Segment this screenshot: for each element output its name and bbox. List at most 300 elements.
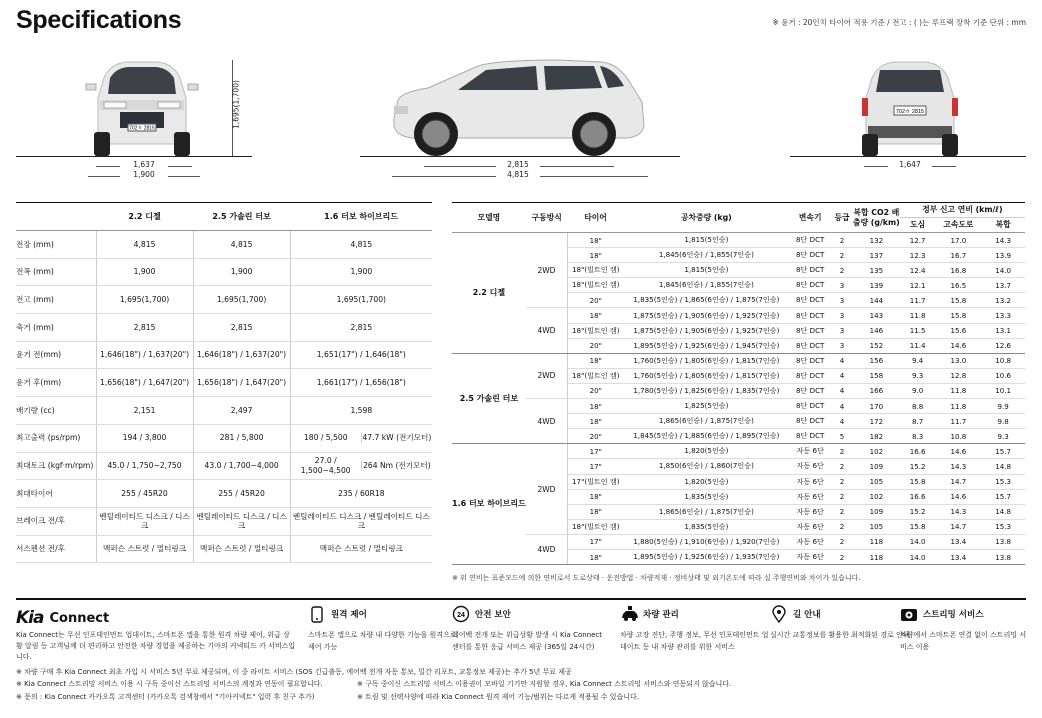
fuel-cell: 8단 DCT (789, 414, 831, 429)
fuel-cell: 14.6 (936, 489, 982, 504)
fuel-cell: 17.0 (936, 233, 982, 248)
fuel-cell: 11.8 (936, 399, 982, 414)
connect-logo-text: Connect (49, 610, 110, 626)
fuel-cell: 20" (568, 293, 624, 308)
fuel-cell: 자동 6단 (789, 489, 831, 504)
spec-row (16, 341, 432, 369)
fuel-cell: 2 (831, 248, 853, 263)
front-width-dim: 1,900 (120, 170, 168, 179)
fuel-cell: 14.0 (981, 263, 1025, 278)
fuel-cell: 13.3 (981, 308, 1025, 323)
drive-type: 2WD (526, 444, 568, 535)
fuel-cell: 8단 DCT (789, 248, 831, 263)
header-drive: 구동방식 (526, 203, 568, 233)
fuel-cell: 144 (853, 293, 900, 308)
fuel-cell: 4 (831, 368, 853, 383)
feature-safety-security (452, 604, 602, 653)
feature-title: 스트리밍 서비스 (923, 610, 984, 620)
fuel-cell: 15.3 (981, 474, 1025, 489)
fuel-cell: 8.3 (900, 429, 936, 444)
fuel-cell: 172 (853, 414, 900, 429)
fuel-cell: 2 (831, 549, 853, 564)
fuel-row (452, 353, 1025, 368)
fuel-cell: 14.7 (936, 474, 982, 489)
fuel-cell: 16.7 (936, 248, 982, 263)
length-dim: 4,815 (496, 170, 540, 179)
fuel-cell: 8단 DCT (789, 383, 831, 398)
fuel-cell: 1,835(5인승) / 1,865(6인승) / 1,875(7인승) (624, 293, 790, 308)
feature-streaming (900, 604, 1030, 653)
fuel-cell: 8.7 (900, 414, 936, 429)
fuel-cell: 102 (853, 489, 900, 504)
spec-row (16, 314, 432, 342)
spec-label: 윤거 후(mm) (16, 369, 96, 397)
connect-description: Kia Connect는 무선 인포테인먼트 업데이트, 스마트폰 앱을 통한 원격 차량 제어, 위급 상황 알림 등 고객님께 더 편리하고 안전한 차량 경험을 제공하는 기아의 커넥티드 카 서비스입니다. (16, 631, 296, 662)
fuel-cell: 135 (853, 263, 900, 278)
fuel-row (452, 308, 1025, 323)
fuel-cell: 16.5 (936, 278, 982, 293)
spec-value: 255 / 45R20 (96, 480, 193, 508)
fuel-cell: 1,875(5인승) / 1,905(6인승) / 1,925(7인승) (624, 308, 790, 323)
fuel-cell: 자동 6단 (789, 459, 831, 474)
fuel-cell: 자동 6단 (789, 534, 831, 549)
page-title: Specifications (16, 6, 182, 34)
fuel-cell: 2 (831, 489, 853, 504)
header-transmission: 변속기 (789, 203, 831, 233)
fuel-cell: 182 (853, 429, 900, 444)
front-plate-text: 702ㅎ 2815 (129, 125, 155, 132)
fuel-cell: 5 (831, 429, 853, 444)
fuel-cell: 18" (568, 399, 624, 414)
header-highway: 고속도로 (936, 218, 982, 233)
fuel-cell: 9.3 (981, 429, 1025, 444)
car-rear-view-image (850, 58, 970, 158)
fuel-cell: 1,825(5인승) (624, 399, 790, 414)
fuel-cell: 14.0 (900, 534, 936, 549)
fuel-cell: 14.7 (936, 519, 982, 534)
spec-value: 281 / 5,800 (193, 424, 290, 452)
drive-type: 2WD (526, 353, 568, 398)
spec-value: 4,815 (290, 231, 432, 259)
fuel-cell: 2 (831, 233, 853, 248)
fuel-cell: 1,835(5인승) (624, 519, 790, 534)
fuel-cell: 3 (831, 338, 853, 353)
fuel-cell: 18"(빌트인 캠) (568, 323, 624, 338)
spec-value: 264 Nm (전기모터) (361, 461, 432, 470)
fuel-cell: 16.6 (900, 489, 936, 504)
model-name: 2.5 가솔린 터보 (452, 353, 526, 444)
fuel-cell: 9.0 (900, 383, 936, 398)
spec-value: 47.7 kW (전기모터) (362, 433, 432, 443)
fuel-cell: 13.1 (981, 323, 1025, 338)
rear-track-dim: 1,647 (888, 160, 932, 169)
spec-value: 4,815 (193, 231, 290, 259)
fuel-cell: 8단 DCT (789, 278, 831, 293)
fuel-cell: 9.4 (900, 353, 936, 368)
spec-row (16, 424, 432, 452)
fuel-cell: 3 (831, 293, 853, 308)
fuel-cell: 2 (831, 263, 853, 278)
feature-title: 안전 보안 (475, 610, 511, 620)
fuel-cell: 2 (831, 444, 853, 459)
fuel-cell: 18"(빌트인 캠) (568, 263, 624, 278)
spec-value: 1,695(1,700) (96, 286, 193, 314)
fuel-cell: 13.8 (981, 534, 1025, 549)
fuel-cell: 13.0 (936, 353, 982, 368)
fuel-cell: 15.2 (900, 504, 936, 519)
fuel-cell: 20" (568, 338, 624, 353)
fuel-cell: 1,820(5인승) (624, 474, 790, 489)
car-front-view-image (82, 58, 202, 158)
fuel-cell: 4 (831, 399, 853, 414)
header-fuel-economy: 정부 신고 연비 (km/ℓ) (900, 203, 1025, 218)
spec-value: 2,497 (193, 397, 290, 425)
fuel-cell: 15.2 (900, 459, 936, 474)
fuel-cell: 1,880(5인승) / 1,910(6인승) / 1,920(7인승) (624, 534, 790, 549)
drive-type: 2WD (526, 233, 568, 308)
model-name: 1.6 터보 하이브리드 (452, 444, 526, 565)
fuel-cell: 18"(빌트인 캠) (568, 368, 624, 383)
fuel-cell: 1,835(5인승) (624, 489, 790, 504)
fuel-cell: 13.2 (981, 293, 1025, 308)
svg-text:24: 24 (457, 612, 465, 619)
header-diesel: 2.2 디젤 (96, 203, 193, 231)
fuel-cell: 8단 DCT (789, 263, 831, 278)
fuel-cell: 1,845(6인승) / 1,855(7인승) (624, 248, 790, 263)
24h-security-icon (452, 605, 470, 623)
fuel-cell: 18"(빌트인 캠) (568, 278, 624, 293)
fuel-cell: 156 (853, 353, 900, 368)
spec-value: 255 / 45R20 (193, 480, 290, 508)
fuel-cell: 자동 6단 (789, 549, 831, 564)
footnote: ※ 차량 구매 후 Kia Connect 최초 가입 시 서비스 5년 무료 제공되며, 이 중 라이트 서비스 (SOS 긴급출동, 에어백 전개 자동 통보, 밀간 리포트, 교통정보 제공)는 추가 5년 무료 제공 (16, 668, 572, 676)
header-weight: 공차중량 (kg) (624, 203, 790, 233)
car-side-view-image (388, 56, 650, 158)
fuel-cell: 4 (831, 414, 853, 429)
spec-label: 축거 (mm) (16, 314, 96, 342)
fuel-cell: 17" (568, 459, 624, 474)
fuel-cell: 152 (853, 338, 900, 353)
spec-row (16, 507, 432, 535)
fuel-cell: 18" (568, 504, 624, 519)
header-gasoline: 2.5 가솔린 터보 (193, 203, 290, 231)
fuel-cell: 12.6 (981, 338, 1025, 353)
fuel-cell: 8단 DCT (789, 429, 831, 444)
fuel-cell: 146 (853, 323, 900, 338)
fuel-cell: 1,865(6인승) / 1,875(7인승) (624, 414, 790, 429)
footnote: ※ 구독 중이신 스트리밍 서비스 이용권이 모바일 기기만 지원할 경우, Kia Connect 스트리밍 서비스와 연동되지 않습니다. (357, 680, 732, 689)
spec-value: 1,656(18") / 1,647(20") (96, 369, 193, 397)
spec-value: 1,651(17") / 1,646(18") (290, 341, 432, 369)
fuel-cell: 1,865(6인승) / 1,875(7인승) (624, 504, 790, 519)
fuel-cell: 18" (568, 549, 624, 564)
spec-value: 2,815 (96, 314, 193, 342)
model-name: 2.2 디젤 (452, 233, 526, 354)
spec-row (16, 369, 432, 397)
spec-label: 전고 (mm) (16, 286, 96, 314)
fuel-cell: 2 (831, 474, 853, 489)
fuel-cell: 109 (853, 459, 900, 474)
header-hybrid: 1.6 터보 하이브리드 (290, 203, 432, 231)
fuel-cell: 12.3 (900, 248, 936, 263)
spec-label: 브레이크 전/후 (16, 507, 96, 535)
spec-value: 45.0 / 1,750~2,750 (96, 452, 193, 480)
fuel-cell: 1,820(5인승) (624, 444, 790, 459)
spec-label: 전폭 (mm) (16, 258, 96, 286)
fuel-cell: 2 (831, 534, 853, 549)
spec-value: 1,661(17") / 1,656(18") (290, 369, 432, 397)
spec-label: 서스펜션 전/후 (16, 535, 96, 563)
fuel-cell: 105 (853, 474, 900, 489)
fuel-cell: 15.3 (981, 519, 1025, 534)
fuel-cell: 3 (831, 308, 853, 323)
spec-value: 1,656(18") / 1,647(20") (193, 369, 290, 397)
fuel-cell: 20" (568, 429, 624, 444)
fuel-cell: 18" (568, 353, 624, 368)
fuel-cell: 15.8 (936, 308, 982, 323)
fuel-cell: 1,895(5인승) / 1,925(6인승) / 1,945(7인승) (624, 338, 790, 353)
header-model: 모델명 (452, 203, 526, 233)
fuel-cell: 14.3 (936, 504, 982, 519)
feature-title: 차량 관리 (643, 610, 679, 620)
fuel-cell: 14.6 (936, 444, 982, 459)
fuel-cell: 12.7 (900, 233, 936, 248)
spec-row (16, 452, 432, 480)
fuel-cell: 14.0 (900, 549, 936, 564)
fuel-cell: 10.8 (981, 353, 1025, 368)
spec-value: 벤틸레이티드 디스크 / 디스크 (193, 507, 290, 535)
feature-navigation (770, 604, 920, 642)
rear-plate-text: 702ㅎ 2815 (895, 109, 925, 115)
fuel-cell: 1,845(5인승) / 1,885(6인승) / 1,895(7인승) (624, 429, 790, 444)
spec-label: 배기량 (cc) (16, 397, 96, 425)
divider (16, 598, 1026, 600)
fuel-cell: 102 (853, 444, 900, 459)
fuel-cell: 18"(빌트인 캠) (568, 519, 624, 534)
kia-connect-logo (16, 608, 109, 628)
spec-value: 1,900 (193, 258, 290, 286)
fuel-cell: 13.7 (981, 278, 1025, 293)
fuel-cell: 1,895(5인승) / 1,925(6인승) / 1,935(7인승) (624, 549, 790, 564)
fuel-cell: 14.3 (981, 233, 1025, 248)
header-combined: 복합 (981, 218, 1025, 233)
fuel-cell: 9.8 (981, 414, 1025, 429)
spec-value: 180 / 5,500 (303, 433, 348, 443)
fuel-cell: 132 (853, 233, 900, 248)
fuel-cell: 8단 DCT (789, 338, 831, 353)
fuel-cell: 15.7 (981, 444, 1025, 459)
spec-row (16, 258, 432, 286)
unit-note: ※ 윤거 : 20인치 타이어 적용 기준 / 전고 : ( )는 루프랙 장착 기준 단위 : mm (772, 18, 1026, 27)
front-track-dim: 1,637 (120, 160, 168, 169)
spec-value-split (290, 452, 432, 480)
fuel-cell: 8단 DCT (789, 233, 831, 248)
spec-value: 1,646(18") / 1,637(20") (96, 341, 193, 369)
fuel-cell: 14.6 (936, 338, 982, 353)
spec-value: 1,646(18") / 1,637(20") (193, 341, 290, 369)
footnote: ※ Kia Connect 스트리밍 서비스 이용 시 구독 중이신 스트리밍 서비스의 계정과 연동이 필요합니다. (16, 680, 323, 689)
spec-label: 윤거 전(mm) (16, 341, 96, 369)
fuel-economy-note: ※ 위 연비는 표준모드에 의한 연비로서 도로상태 · 운전방법 · 차량적재 · 정비상태 및 외기온도에 따라 실 주행연비와 차이가 있습니다. (452, 574, 861, 582)
fuel-cell: 8단 DCT (789, 308, 831, 323)
fuel-cell: 166 (853, 383, 900, 398)
spec-value: 1,695(1,700) (290, 286, 432, 314)
fuel-cell: 1,760(5인승) / 1,805(6인승) / 1,815(7인승) (624, 368, 790, 383)
fuel-cell: 2 (831, 519, 853, 534)
fuel-cell: 118 (853, 549, 900, 564)
wheelbase-dim: 2,815 (496, 160, 540, 169)
fuel-cell: 139 (853, 278, 900, 293)
fuel-cell: 14.8 (981, 504, 1025, 519)
spec-value: 2,815 (193, 314, 290, 342)
spec-label: 최대타이어 (16, 480, 96, 508)
fuel-cell: 16.8 (936, 263, 982, 278)
header-grade: 등급 (831, 203, 853, 233)
fuel-cell: 16.6 (900, 444, 936, 459)
fuel-cell: 1,845(6인승) / 1,855(7인승) (624, 278, 790, 293)
fuel-cell: 8.8 (900, 399, 936, 414)
fuel-cell: 1,780(5인승) / 1,825(6인승) / 1,835(7인승) (624, 383, 790, 398)
fuel-cell: 20" (568, 383, 624, 398)
fuel-cell: 8단 DCT (789, 293, 831, 308)
fuel-cell: 13.4 (936, 534, 982, 549)
fuel-cell: 11.8 (900, 308, 936, 323)
feature-description: 차량 고장 진단, 주행 정보, 무선 인포테인먼트 업데이트 등 내 차량 관리를 위한 서비스 (620, 631, 769, 651)
spec-value: 1,900 (96, 258, 193, 286)
fuel-cell: 137 (853, 248, 900, 263)
fuel-cell: 3 (831, 323, 853, 338)
fuel-cell: 158 (853, 368, 900, 383)
fuel-cell: 15.8 (900, 519, 936, 534)
spec-value: 벤틸레이티드 디스크 / 벤틸레이티드 디스크 (290, 507, 432, 535)
fuel-cell: 자동 6단 (789, 474, 831, 489)
fuel-cell: 9.3 (900, 368, 936, 383)
fuel-cell: 17" (568, 444, 624, 459)
fuel-cell: 18" (568, 489, 624, 504)
fuel-cell: 10.8 (936, 429, 982, 444)
fuel-cell: 14.3 (936, 459, 982, 474)
fuel-cell: 14.8 (981, 459, 1025, 474)
spec-value: 4,815 (96, 231, 193, 259)
fuel-cell: 13.8 (981, 549, 1025, 564)
feature-description: 에어백 전개 또는 위급상황 발생 시 Kia Connect 센터를 통한 응급 서비스 제공 (365일 24시간) (452, 631, 603, 651)
spec-value: 1,695(1,700) (193, 286, 290, 314)
fuel-cell: 자동 6단 (789, 444, 831, 459)
car-service-icon (620, 605, 638, 623)
feature-description: 스마트폰 앱으로 차량 내 다양한 기능을 원격으로 제어 가능 (308, 631, 457, 651)
fuel-cell: 18" (568, 414, 624, 429)
feature-description: 차량에서 스마트폰 연결 없이 스트리밍 서비스 이용 (900, 631, 1027, 651)
spec-value: 194 / 3,800 (96, 424, 193, 452)
feature-title: 길 안내 (793, 610, 821, 620)
header-co2: 복합 CO2 배출량 (g/km) (853, 203, 900, 233)
fuel-cell: 13.4 (936, 549, 982, 564)
fuel-cell: 1,815(5인승) (624, 233, 790, 248)
fuel-cell: 9.9 (981, 399, 1025, 414)
fuel-cell: 13.9 (981, 248, 1025, 263)
spec-value: 맥퍼슨 스트럿 / 멀티링크 (290, 535, 432, 563)
spec-row (16, 480, 432, 508)
spec-label: 최고출력 (ps/rpm) (16, 424, 96, 452)
fuel-cell: 1,875(5인승) / 1,905(6인승) / 1,925(7인승) (624, 323, 790, 338)
fuel-cell: 109 (853, 504, 900, 519)
spec-table-fuel-economy (452, 202, 1025, 565)
fuel-row (452, 233, 1025, 248)
spec-value: 2,815 (290, 314, 432, 342)
feature-description: 실시간 교통정보를 활용한 최적화된 경로 안내 (770, 631, 910, 639)
spec-value-split (290, 424, 432, 452)
fuel-cell: 11.4 (900, 338, 936, 353)
drive-type: 4WD (526, 534, 568, 564)
fuel-cell: 170 (853, 399, 900, 414)
fuel-cell: 2 (831, 459, 853, 474)
fuel-cell: 3 (831, 278, 853, 293)
spec-label: 전장 (mm) (16, 231, 96, 259)
fuel-cell: 8단 DCT (789, 323, 831, 338)
feature-title: 원격 제어 (331, 610, 367, 620)
fuel-cell: 4 (831, 383, 853, 398)
fuel-cell: 105 (853, 519, 900, 534)
spec-value: 맥퍼슨 스트럿 / 멀티링크 (193, 535, 290, 563)
spec-table-header (16, 203, 432, 231)
fuel-cell: 8단 DCT (789, 353, 831, 368)
spec-row (16, 535, 432, 563)
drive-type: 4WD (526, 399, 568, 444)
spec-label: 최대토크 (kgf·m/rpm) (16, 452, 96, 480)
spec-value: 27.0 / 1,500~4,500 (300, 456, 351, 475)
fuel-cell: 12.4 (900, 263, 936, 278)
spec-row (16, 286, 432, 314)
fuel-row (452, 444, 1025, 459)
fuel-cell: 12.8 (936, 368, 982, 383)
fuel-cell: 자동 6단 (789, 519, 831, 534)
fuel-cell: 143 (853, 308, 900, 323)
fuel-row (452, 399, 1025, 414)
fuel-cell: 15.8 (936, 293, 982, 308)
kia-logo-text: Kia (16, 608, 44, 628)
feature-vehicle-management (620, 604, 770, 653)
fuel-cell: 15.8 (900, 474, 936, 489)
spec-table-engine (16, 202, 432, 563)
spec-value: 43.0 / 1,700~4,000 (193, 452, 290, 480)
fuel-row (452, 534, 1025, 549)
fuel-cell: 18" (568, 233, 624, 248)
fuel-cell: 18" (568, 248, 624, 263)
footnote: ※ 문의 : Kia Connect 카카오톡 고객센터 (카카오톡 검색창에서 "기아커넥트" 입력 후 친구 추가) (16, 692, 315, 701)
fuel-cell: 17" (568, 534, 624, 549)
speaker-icon (900, 605, 918, 623)
fuel-cell: 118 (853, 534, 900, 549)
spec-value: 1,900 (290, 258, 432, 286)
header-city: 도심 (900, 218, 936, 233)
drive-type: 4WD (526, 308, 568, 353)
spec-row (16, 397, 432, 425)
spec-value: 벤틸레이티드 디스크 / 디스크 (96, 507, 193, 535)
fuel-cell: 12.1 (900, 278, 936, 293)
fuel-cell: 15.7 (981, 489, 1025, 504)
fuel-cell: 15.6 (936, 323, 982, 338)
fuel-cell: 2 (831, 504, 853, 519)
spec-value: 235 / 60R18 (290, 480, 432, 508)
spec-value: 2,151 (96, 397, 193, 425)
fuel-cell: 자동 6단 (789, 504, 831, 519)
fuel-cell: 17"(빌트인 캠) (568, 474, 624, 489)
fuel-cell: 1,850(6인승) / 1,860(7인승) (624, 459, 790, 474)
header-tire: 타이어 (568, 203, 624, 233)
fuel-cell: 11.7 (936, 414, 982, 429)
fuel-cell: 8단 DCT (789, 399, 831, 414)
fuel-cell: 10.6 (981, 368, 1025, 383)
